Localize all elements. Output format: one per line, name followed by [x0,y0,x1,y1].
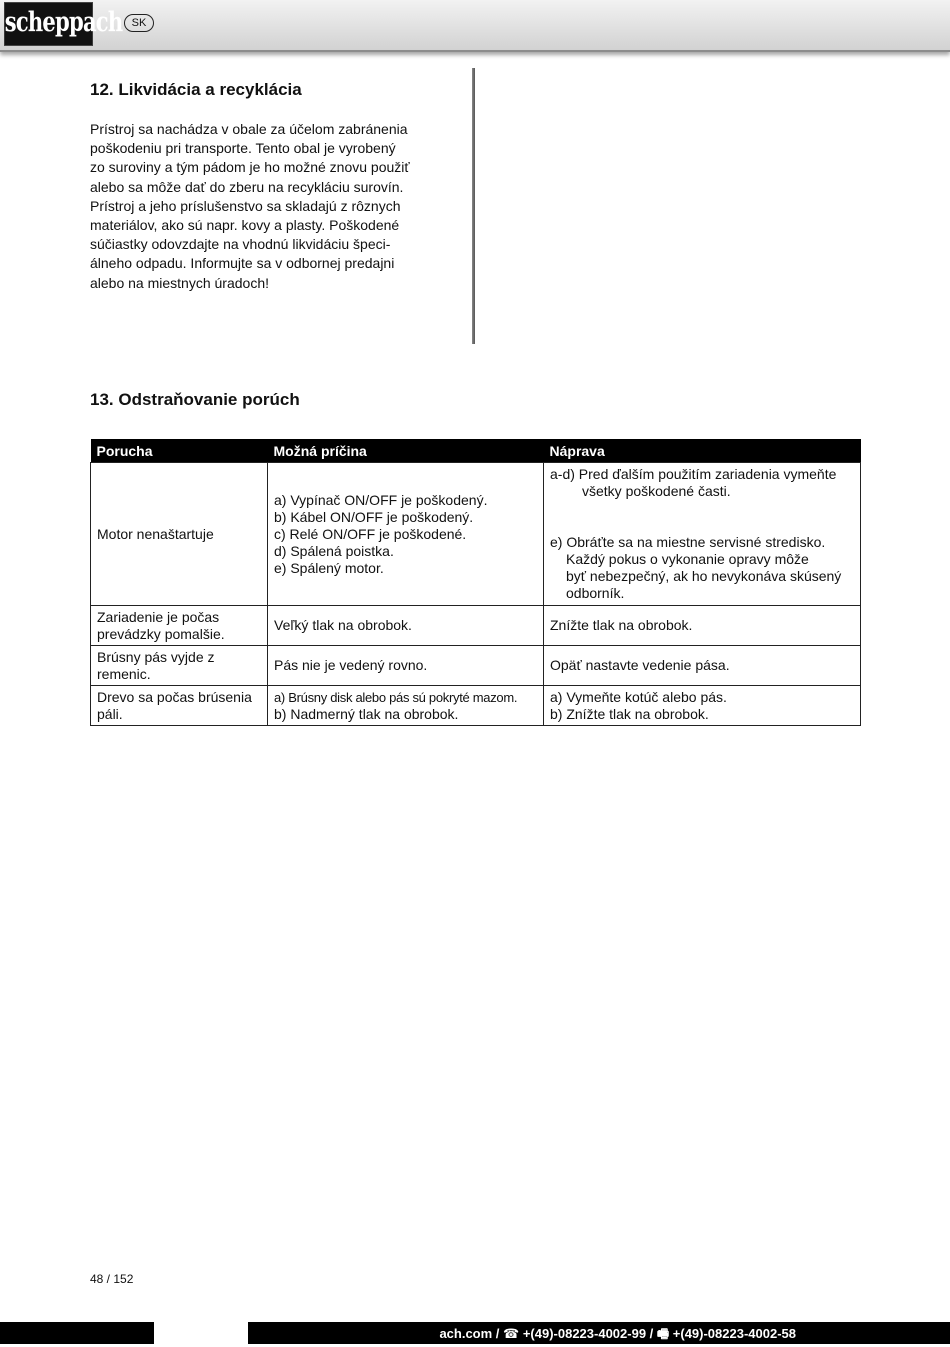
fault-line: Brúsny pás vyjde z [97,648,215,665]
table-row [91,646,861,686]
cause-cell [268,463,544,606]
remedy-line: b) Znížte tlak na obrobok. [550,705,709,722]
table-header-row [91,439,861,463]
cause-cell: Pás nie je vedený rovno. [268,646,544,686]
troubleshooting-table [90,439,861,726]
paragraph-line: súčiastky odovzdajte na vhodnú likvidáciu špeci- [90,236,391,253]
remedy-line: Každý pokus o vykonanie opravy môže [566,551,809,567]
paragraph-line: materiálov, ako sú napr. kovy a plasty. Poškodené [90,217,400,234]
remedy-cell: Opäť nastavte vedenie pása. [544,646,861,686]
remedy-line: a-d) Pred ďalším použitím zariadenia vymeňte [550,466,837,482]
remedy-cell: Znížte tlak na obrobok. [544,606,861,646]
cause-line: b) Kábel ON/OFF je poškodený. [274,508,474,525]
fault-cell [91,606,268,646]
cause-line: b) Nadmerný tlak na obrobok. [274,705,459,722]
cause-cell: Veľký tlak na obrobok. [268,606,544,646]
cause-line: e) Spálený motor. [274,559,384,576]
fault-cell [91,686,268,726]
fault-line: remenic. [97,665,151,682]
scheppach-logo: scheppach [4,2,93,46]
page-footer [0,1322,950,1344]
paragraph-line: alebo na miestnych úradoch! [90,274,269,291]
cause-line: c) Relé ON/OFF je poškodené. [274,525,467,542]
fault-line: prevádzky pomalšie. [97,625,225,642]
spacer [550,500,854,534]
header-cause: Možná príčina [268,439,544,463]
footer-gap [154,1322,248,1344]
header-fault: Porucha [91,439,268,463]
disposal-paragraph [90,120,450,293]
column-divider [472,68,475,344]
contact-info: ach.com / ☎ +(49)-08223-4002-99 / 🖷 +(49)-08223-4002-58 [439,1326,796,1341]
table-row [91,686,861,726]
paragraph-line: Prístroj a jeho príslušenstvo sa skladajú z rôznych [90,197,401,214]
language-badge: SK [124,14,154,32]
paragraph-line: álneho odpadu. Informujte sa v odbornej predajni [90,255,395,272]
section-13-title: 13. Odstraňovanie porúch [90,390,300,409]
cause-cell [268,686,544,726]
remedy-line: a) Vymeňte kotúč alebo pás. [550,688,727,705]
remedy-line: e) Obráťte sa na miestne servisné stredisko. [550,534,826,550]
cause-line: a) Brúsny disk alebo pás sú pokryté mazom. [274,689,518,705]
paragraph-line: zo suroviny a tým pádom je ho možné znovu použiť [90,159,410,176]
table-row [91,463,861,606]
page-header [0,0,950,52]
fault-line: Zariadenie je počas [97,608,220,625]
remedy-line: všetky poškodené časti. [582,483,731,499]
paragraph-line: Prístroj sa nachádza v obale za účelom zabránenia [90,121,408,137]
remedy-line: odborník. [566,585,625,601]
remedy-line: byť nebezpečný, ak ho nevykonáva skúsený [566,568,842,584]
paragraph-line: poškodeniu pri transporte. Tento obal je vyrobený [90,140,396,157]
section-12-title: 12. Likvidácia a recyklácia [90,80,302,99]
remedy-cell [544,686,861,726]
fault-cell: Motor nenaštartuje [91,463,268,606]
remedy-cell [544,463,861,606]
header-remedy: Náprava [544,439,861,463]
fault-line: páli. [97,705,123,722]
cause-line: a) Vypínač ON/OFF je poškodený. [274,491,488,508]
table-row [91,606,861,646]
paragraph-line: alebo sa môže dať do zberu na recykláciu surovín. [90,178,404,195]
fault-cell [91,646,268,686]
page-number: 48 / 152 [90,1272,134,1286]
cause-line: d) Spálená poistka. [274,542,394,559]
fault-line: Drevo sa počas brúsenia [97,688,252,705]
